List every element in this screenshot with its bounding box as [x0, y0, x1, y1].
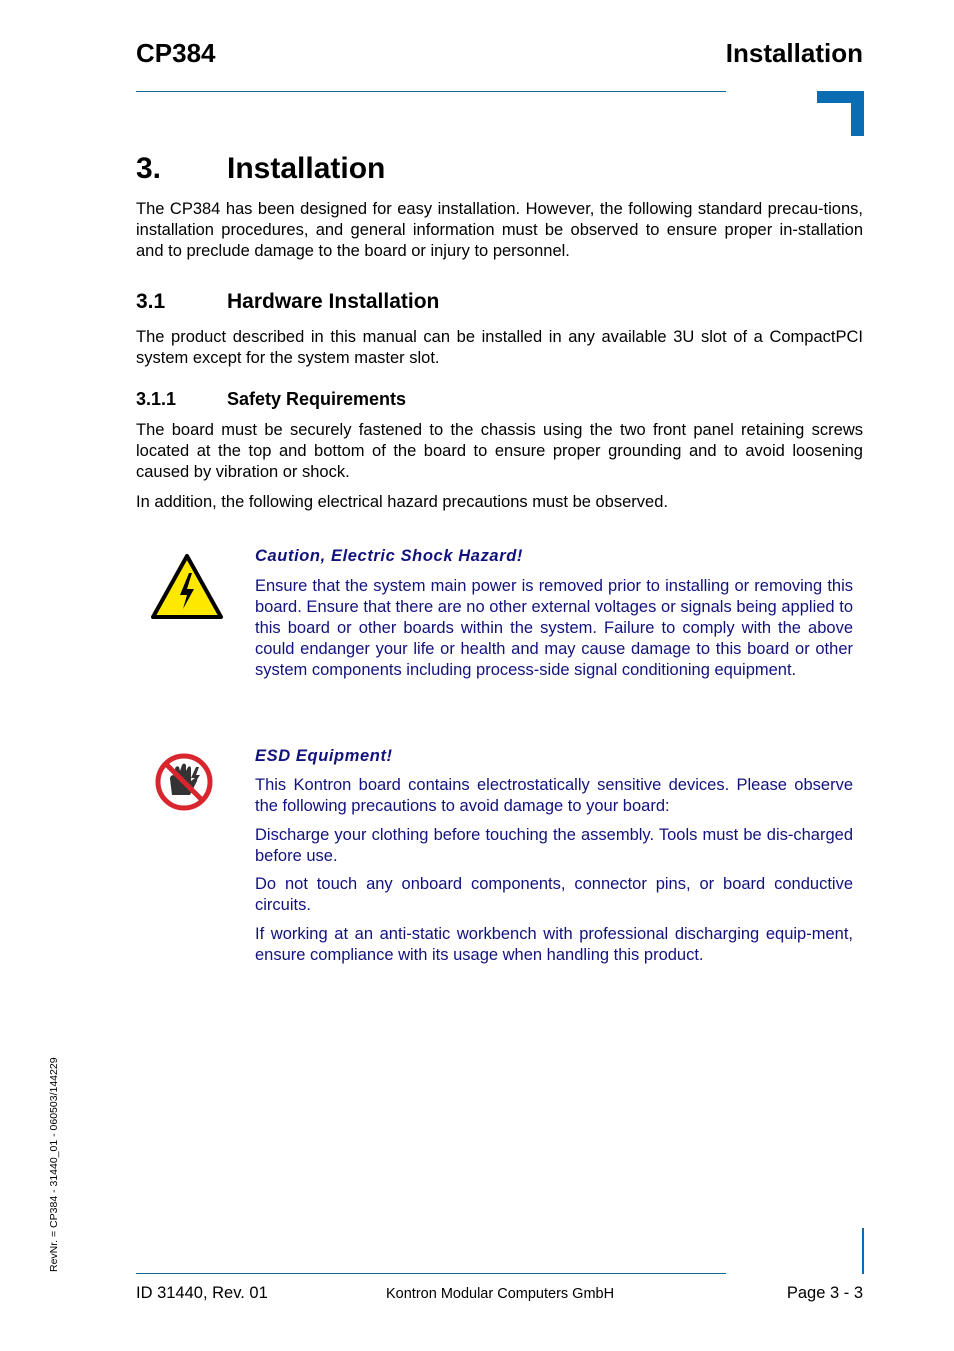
chapter-title: Installation: [227, 152, 386, 185]
header-chapter: Installation: [725, 38, 863, 68]
subsection-number: 3.1.1: [136, 389, 177, 409]
esd-paragraph-4: If working at an anti-static workbench with professional discharging equip-ment, ensure compliance with its usage when handling this product.: [255, 925, 853, 964]
chapter-number: 3.: [136, 152, 162, 185]
footer-page-number: Page 3 - 3: [786, 1284, 863, 1302]
caution-text: Ensure that the system main power is removed prior to installing or removing this board. Ensure that there are no other external voltages or signals being applied to this board or other boards within the system. Failure to comply with the above could endanger your life or health and may cause damage to this board or other system components including process-side signal conditioning equipment.: [255, 577, 853, 679]
subsection-paragraph-1: The board must be securely fastened to the chassis using the two front panel retaining screws located at the top and bottom of the board to ensure proper grounding and to avoid loosening caused by vibration or shock.: [136, 421, 863, 481]
subsection-heading: [136, 388, 406, 410]
subsection-paragraph-2: In addition, the following electrical hazard precautions must be observed.: [136, 493, 668, 511]
caution-title: Caution, Electric Shock Hazard!: [255, 547, 523, 565]
section-heading: [136, 289, 439, 315]
esd-paragraph-1: This Kontron board contains electrostatically sensitive devices. Please observe the following precautions to avoid damage to your board:: [255, 776, 853, 815]
section-paragraph: The product described in this manual can be installed in any available 3U slot of a CompactPCI system except for the system master slot.: [136, 328, 863, 367]
esd-title: ESD Equipment!: [255, 747, 393, 765]
footer-corner-mark: [862, 1228, 864, 1274]
chapter-heading: [136, 151, 385, 187]
footer-document-id: ID 31440, Rev. 01: [136, 1284, 268, 1302]
section-number: 3.1: [136, 290, 166, 313]
intro-paragraph: The CP384 has been designed for easy installation. However, the following standard precau-tions, installation procedures, and general information must be observed to ensure proper in-stallation and to preclude damage to the board or injury to personnel.: [136, 200, 863, 260]
footer-rule: [136, 1273, 726, 1274]
esd-prohibited-icon: [154, 751, 214, 813]
corner-mark-top: [817, 91, 864, 136]
esd-paragraph-3: Do not touch any onboard components, connector pins, or board conductive circuits.: [255, 875, 853, 914]
footer-company: Kontron Modular Computers GmbH: [386, 1286, 615, 1302]
header-rule: [136, 91, 726, 92]
esd-paragraph-2: Discharge your clothing before touching the assembly. Tools must be dis-charged before use.: [255, 826, 853, 865]
header-product: CP384: [136, 38, 216, 68]
subsection-title: Safety Requirements: [227, 389, 407, 409]
section-title: Hardware Installation: [227, 290, 440, 313]
revision-note: RevNr. = CP384 - 31440_01 - 060503/144229: [48, 1057, 60, 1272]
electric-shock-warning-icon: [150, 553, 224, 621]
